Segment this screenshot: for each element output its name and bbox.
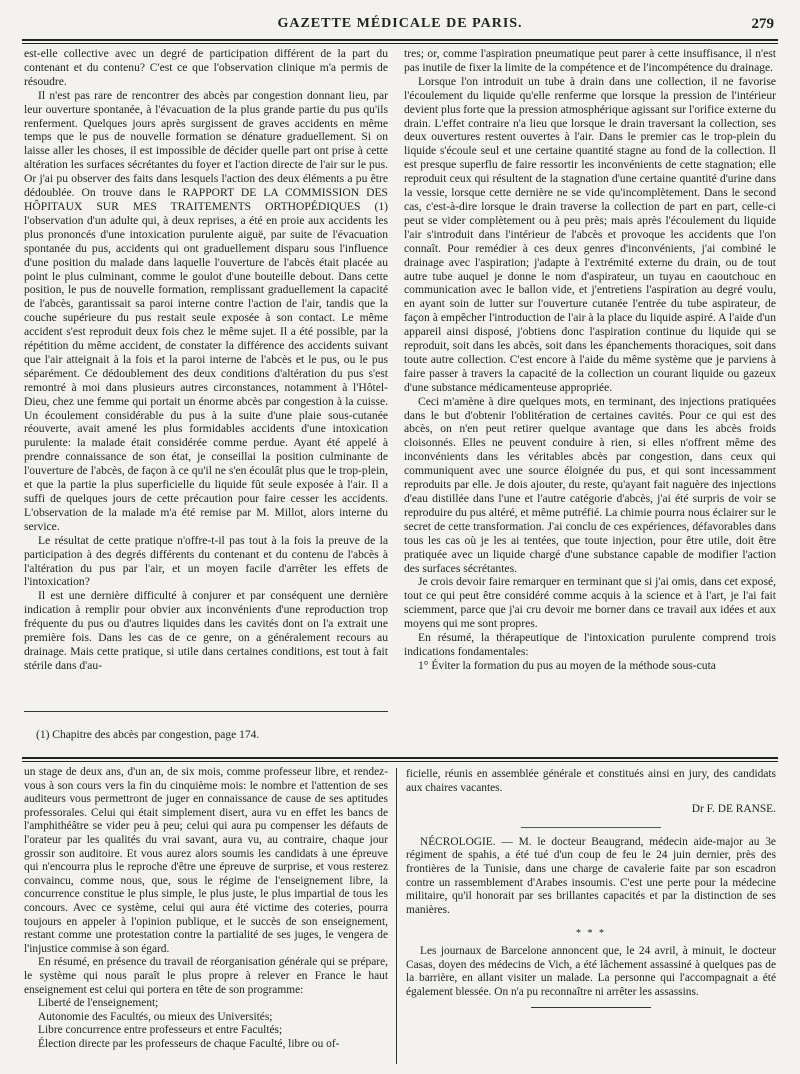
column-left-top — [24, 47, 388, 703]
paragraph: 1° Éviter la formation du pus au moyen de la méthode sous-cuta — [418, 658, 716, 672]
paragraph: En résumé, en présence du travail de réorganisation générale qui se prépare, le système qui nous paraît le plus propre à relever en France le haut enseignement est celui qui portera en tête de son programme: — [24, 956, 388, 996]
footnote: (1) Chapitre des abcès par congestion, page 174. — [36, 729, 260, 741]
section-rule — [22, 757, 778, 759]
paragraph: Le résultat de cette pratique n'offre-t-il pas tout à la fois la preuve de la participation à des degrés différents du contenant et du contenu de l'abcès à l'altération du pus par l'air, et un moyen facile d'arrêter les effets de l'intoxication? — [24, 533, 388, 589]
footnote-rule — [24, 711, 388, 712]
separator-rule — [521, 827, 661, 828]
paragraph: Ceci m'amène à dire quelques mots, en terminant, des injections pratiquées dans le but d'obtenir l'oblitération de certaines cavités. Pour ce qui est des abcès, on n'en peut retirer quelque avantage que dans les abcès froids cloisonnés. Elles ne peuvent conduire à rien, si elles n'offrent même des inconvénients dans les véritables abcès par congestion, dans ceux qui communiquent avec une source éloignée du pus, et qui sont incessamment reproduits par elle. Je dois ajouter, du reste, qu'ayant fait naguère des injections d'eau distillée dans l'une et l'autre catégorie d'abcès, j'ai été surpris de voir se reproduire du pus altéré, et même putréfié. La chimie pourra nous éclairer sur le secret de cette transformation. J'ai conclu de ces expériences, défavorables dans tous les cas où je les ai tentées, que toute injection, pour être utile, doit être pratiquée avec un liquide chargé d'une substance capable de modifier l'action des surfaces sécrétantes. — [404, 394, 776, 575]
paragraph: un stage de deux ans, d'un an, de six mois, comme professeur libre, et rendez-vous à son cours vers la fin du cinquième mois: le nombre et l'attention de ses auditeurs vous permettront de juger en connaissance de cause de ses aptitudes professorales. Celui qui était simplement disert, aura vu en effet les bancs de l'amphithéâtre se vider peu à peu; celui qui aura pu compenser les défauts de l'orateur par les qualités du vrai savant, aura vu, au contraire, chaque jour grossir son auditoire. Et vous aurez alors soumis les candidats à une épreuve qui n'encourra plus le reproche d'être une épreuve de surprise, et vous resterez convaincu, comme nous, que, sous le régime de l'enseignement libre, la concurrence constitue le plus simple, le plus juste, le plus impartial de tous les concours. Avec ce système, celui qui aura été victime des coteries, pourra toujours en appeler à l'opinion publique, et le succès de son enseignement, restant comme une protestation contre la partialité de ses juges, le vengera de l'injustice commise à son égard. — [24, 766, 388, 955]
column-right-bottom — [406, 768, 776, 1048]
paragraph: est-elle collective avec un degré de participation différent de la part du contenant et du contenu? C'est ce que l'observation clinique m'a permis de résoudre. — [24, 47, 388, 88]
list-item: Liberté de l'enseignement; — [38, 997, 159, 1010]
header-rule — [22, 39, 778, 41]
end-rule — [531, 1007, 651, 1008]
necrologie-text: — M. le docteur Beaugrand, médecin aide-major au 3e régiment de spahis, a été tué d'un coup de feu le 24 juin dernier, près des frontières de la Tunisie, dans une charge de cavalerie faite par son escadron contre un rassemblement d'Arabes insoumis. C'est une perte pour la médecine militaire, qu'il honorait par ses brillantes capacités et par la distinction de ses manières. — [406, 835, 776, 916]
author-signature: Dr F. DE RANSE. — [691, 803, 776, 816]
asterism: * * * — [576, 928, 606, 940]
necrologie-label: NÉCROLOGIE. — [420, 835, 496, 848]
column-right-top — [404, 47, 776, 751]
paragraph: En résumé, la thérapeutique de l'intoxication purulente comprend trois indications fondamentales: — [404, 631, 776, 658]
list-item: Élection directe par les professeurs de chaque Faculté, libre ou of- — [38, 1037, 340, 1050]
paragraph: ficielle, réunis en assemblée générale et constitués ainsi en jury, des candidats aux chaires vacantes. — [406, 768, 776, 794]
list-item: Libre concurrence entre professeurs et entre Facultés; — [38, 1024, 283, 1037]
list-item: Autonomie des Facultés, ou mieux des Universités; — [38, 1010, 273, 1023]
header-rule-thin — [22, 43, 778, 44]
paragraph: Je crois devoir faire remarquer en terminant que si j'ai omis, dans cet exposé, tout ce qui peut être considéré comme acquis à la science et à l'art, je l'ai fait sciemment, parce que j'ai cru devoir me borner dans ce travail aux idées et aux moyens qui me sont propres. — [404, 575, 776, 631]
column-left-bottom — [24, 766, 388, 1066]
page-header — [22, 14, 778, 38]
paragraph: Lorsque l'on introduit un tube à drain dans une collection, il ne favorise l'écoulement du liquide qu'elle renferme que lorsque la pression de l'intérieur devient plus forte que la pression atmosphérique agissant sur l'orifice externe du drain. L'effet contraire n'a lieu que lorsque le drain traversant la collection, ses deux ouvertures restent ouvertes à l'air. Dans le premier cas le trop-plein du liquide s'écoule seul et une certaine quantité stagne au fond de la collection. Il est presque superflu de faire ressortir les inconvénients de cette stagnation; elle reproduit ceux qui résultent de la stagnation d'une certaine quantité d'urine dans la vessie, lorsque cette dernière ne se vide qu'incomplètement. Dans le second cas, c'est-à-dire lorsque le drain traverse la collection de part en part, celle-ci peut se vider complètement ou à peu près; mais après l'écoulement du liquide l'air s'introduit dans l'intérieur de l'abcès et provoque les accidents que l'on connaît. Pour remédier à ces deux genres d'inconvénients, j'ai combiné le drainage avec l'aspiration; j'adapte à l'extrémité externe du drain, ou de tout autre tube auquel je donne le nom d'aspirateur, un tuyau en caoutchouc en communication avec le ballon vide, et j'entretiens l'aspiration au degré voulu, en ayant soin de lutter sur l'ouverture cutanée l'entrée du tube aspirateur, de façon à empêcher l'introduction de l'air à la place du liquide aspiré. A l'aide d'un appareil ainsi disposé, j'obtiens donc l'aspiration continue du liquide qui se reproduit, soit dans les abcès, soit dans les épanchements thoraciques, soit dans toute autre collection. C'est encore à l'aide du même système que je parviens à faire passer à travers la capacité de la collection un courant liquide ou gazeux d'une substance médicamenteuse appropriée. — [404, 74, 776, 394]
journal-title: GAZETTE MÉDICALE DE PARIS. — [277, 16, 523, 31]
necrologie-paragraph — [406, 836, 776, 918]
paragraph: Les journaux de Barcelone annoncent que, le 24 avril, à minuit, le docteur Casas, doyen des médecins de Vich, a été lâchement assassiné à quelques pas de la barrière, en allant visiter un malade. La personne qui l'accompagnait a été également blessée. On n'a pu reconnaître ni arrêter les assassins. — [406, 944, 776, 998]
page-number: 279 — [751, 16, 774, 32]
section-rule-thin — [22, 761, 778, 762]
paragraph: Il est une dernière difficulté à conjurer et par conséquent une dernière indication à remplir pour obvier aux inconvénients d'une reproduction trop fréquente du pus ou d'autres liquides dans les cavités dont on l'a extrait une première fois. Dans les cas de ce genre, on a généralement recours au drainage. Mais cette pratique, si utile dans certaines conditions, est tout à fait stérile dans d'au- — [24, 589, 388, 672]
paragraph: tres; or, comme l'aspiration pneumatique peut parer à cette insuffisance, il n'est pas inutile de fixer la limite de la compétence et de l'incompétence du drainage. — [404, 47, 776, 74]
column-divider — [396, 768, 397, 1064]
paragraph: Il n'est pas rare de rencontrer des abcès par congestion donnant lieu, par leur ouverture spontanée, à l'évacuation de la plus grande partie du pus qu'ils renferment. Quelques jours après surgissent de graves accidents en même temps que le pus de nouvelle formation se dénature graduellement. Si on laisse aller les choses, il est impossible de décider quelle part ont prise à cette altération les surfaces sécrétantes du foyer et l'action directe de l'air sur le pus. Or j'ai pu observer des faits dans lesquels l'action des deux éléments a pu être dédoublée. On trouve dans le RAPPORT DE LA COMMISSION DES HÔPITAUX SUR MES TRAITEMENTS ORTHOPÉDIQUES (1) l'observation d'un adulte qui, à deux reprises, a été en proie aux accidents les plus prononcés d'une intoxication purulente aiguë, par suite de l'évacuation spontanée du pus, accidents qui ont graduellement disparu sous l'influence d'une position du malade dans laquelle l'ouverture de l'abcès était placée au point le plus culminant, comme le goulot d'une bouteille debout. Dans cette position, le pus de nouvelle formation, remplissant graduellement la capacité de l'abcès, garantissait sa paroi interne contre l'action de l'air, tandis que la couche supérieure du pus restait seule exposée à son contact. Le même accident s'est reproduit deux fois chez le même sujet. Il a été possible, par la répétition du même accident, de constater la différence des accidents suivant que l'air atteignait à la fois et la paroi interne de l'abcès et le pus, ou le pus séparément. Ce dédoublement des deux conditions d'altération du pus s'est remontré à moi dans plusieurs autres circonstances, notamment à l'Hôtel-Dieu, chez une femme qui portait un énorme abcès par congestion à la cuisse. Un écoulement considérable du pus à la suite d'une plaie sous-cutanée réouverte, avait amené les plus formidables accidents d'une intoxication purulente: la malade était considérée comme perdue. Ayant été appelé à prendre connaissance de son état, je conseillai la position culminante de l'ouverture de l'abcès, de façon à ce qu'il ne s'en écoulât plus que le trop-plein, et que la partie la plus superficielle du liquide fût seule exposée à l'air. Il a suffi de quelques jours de cette précaution pour faire cesser les accidents. L'observation de la malade m'a été remise par M. Millot, alors interne du service. — [24, 88, 388, 533]
